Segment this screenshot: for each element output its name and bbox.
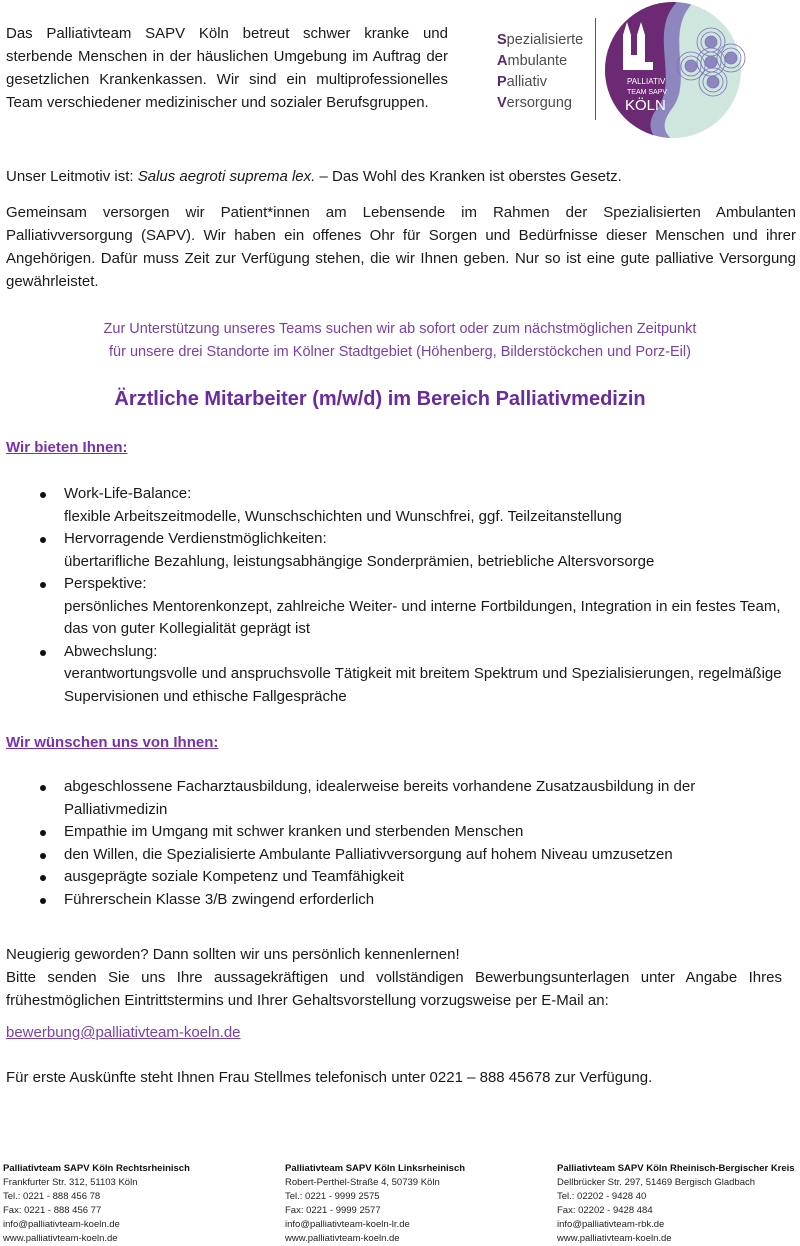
search-announcement: Zur Unterstützung unseres Teams suchen wir ab sofort oder zum nächstmöglichen Zeitpunkt für unsere drei Standorte im Kölner Stadtgebiet (Höhenberg, Bilderstöckchen und Porz-Eil) [103,321,697,360]
footer-location-rbk: Palliativteam SAPV Köln Rheinisch-Bergischer Kreis Dellbrücker Str. 297, 51469 Bergisch Gladbach Tel.: 02202 - 9428 40 Fax: 02202 - 9428 484 info@palliativteam-rbk.de www.palliativteam-koeln.de [557,1163,795,1244]
list-item: Work-Life-Balance: flexible Arbeitszeitmodelle, Wunschschichten und Wunschfrei, ggf. Teilzeitanstellung [6,483,786,528]
footer-email[interactable]: info@palliativteam-rbk.de [557,1219,665,1230]
footer-email[interactable]: info@palliativteam-koeln-lr.de [285,1219,410,1230]
mission-paragraph: Gemeinsam versorgen wir Patient*innen am Lebensende im Rahmen der Spezialisierten Ambulanten Palliativversorgung (SAPV). Wir haben ein offenes Ohr für Sorgen und Bedürfnisse dieser Menschen und ihrer Angehörigen. Dafür muss Zeit zur Verfügung stehen, die wir Ihnen geben. Nur so ist eine gute palliative Versorgung gewährleistet. [6,204,796,290]
bullet-icon [40,582,46,588]
job-title: Ärztliche Mitarbeiter (m/w/d) im Bereich Palliativmedizin [114,388,646,410]
logo-word: Versorgung [497,95,572,111]
logo-badge [601,0,751,145]
motto-latin: Salus aegroti suprema lex. [137,168,316,185]
intro-paragraph: Das Palliativteam SAPV Köln betreut schwer kranke und sterbende Menschen in der häuslichen Umgebung im Auftrag der gesetzlichen Krankenkassen. Wir sind ein multiprofessionelles Team verschiedener medizinischer und sozialer Berufsgruppen. [6,25,448,111]
offers-heading: Wir bieten Ihnen: [6,439,128,456]
motto: Unser Leitmotiv ist: Salus aegroti suprema lex. – Das Wohl des Kranken ist oberstes Gesetz. [6,168,622,185]
logo-wordmark [497,30,583,114]
footer-website[interactable]: www.palliativteam-koeln.de [557,1233,672,1244]
footer-location-linksrheinisch: Palliativteam SAPV Köln Linksrheinisch Robert-Perthel-Straße 4, 50739 Köln Tel.: 0221 - 9999 2575 Fax: 0221 - 9999 2577 info@palliativteam-koeln-lr.de www.palliativteam-koeln.de [285,1163,466,1244]
bullet-icon [40,853,46,859]
badge-line1: PALLIATIV [627,77,666,86]
list-item: ausgeprägte soziale Kompetenz und Teamfähigkeit [6,866,786,889]
logo-word: Ambulante [497,53,568,69]
bullet-icon [40,785,46,791]
logo-divider [595,18,596,120]
bullet-icon [40,537,46,543]
list-item: den Willen, die Spezialisierte Ambulante Palliativversorgung auf hohem Niveau umzusetzen [6,844,786,867]
bullet-icon [40,492,46,498]
footer-location-rechtsrheinisch: Palliativteam SAPV Köln Rechtsrheinisch Frankfurter Str. 312, 51103 Köln Tel.: 0221 - 888 456 78 Fax: 0221 - 888 456 77 info@palliativteam-koeln.de www.palliativteam-koeln.de [3,1163,190,1244]
wishes-list [6,776,786,911]
contact-info: Für erste Auskünfte steht Ihnen Frau Stellmes telefonisch unter 0221 – 888 45678 zur Verfügung. [6,1069,653,1086]
offers-list [6,483,786,708]
badge-line2: TEAM SAPV [627,89,668,96]
bullet-icon [40,650,46,656]
footer-email[interactable]: info@palliativteam-koeln.de [3,1219,120,1230]
application-email-link[interactable]: bewerbung@palliativteam-koeln.de [6,1024,241,1041]
bullet-icon [40,898,46,904]
badge-line3: KÖLN [625,97,666,114]
list-item: Führerschein Klasse 3/B zwingend erforderlich [6,889,786,912]
bullet-icon [40,875,46,881]
list-item: Abwechslung: verantwortungsvolle und anspruchsvolle Tätigkeit mit breitem Spektrum und Spezialisierungen, regelmäßige Supervisionen und ethische Fallgespräche [6,641,786,709]
wishes-heading: Wir wünschen uns von Ihnen: [6,734,219,751]
logo-word: Spezialisierte [497,32,584,48]
list-item: abgeschlossene Facharztausbildung, idealerweise bereits vorhandene Zusatzausbildung in der Palliativmedizin [6,776,786,821]
logo-word: Palliativ [497,74,547,90]
footer-website[interactable]: www.palliativteam-koeln.de [3,1233,118,1244]
list-item: Hervorragende Verdienstmöglichkeiten: übertarifliche Bezahlung, leistungsabhängige Sonderprämien, betriebliche Altersvorsorge [6,528,786,573]
list-item: Empathie im Umgang mit schwer kranken und sterbenden Menschen [6,821,786,844]
bullet-icon [40,830,46,836]
footer-website[interactable]: www.palliativteam-koeln.de [285,1233,400,1244]
closing-paragraph: Neugierig geworden? Dann sollten wir uns persönlich kennenlernen! Bitte senden Sie uns Ihre aussagekräftigen und vollständigen Bewerbungsunterlagen unter Angabe Ihres frühestmöglichen Eintrittstermins und Ihrer Gehaltsvorstellung vorzugsweise per E-Mail an: [6,946,782,1009]
list-item: Perspektive: persönliches Mentorenkonzept, zahlreiche Weiter- und interne Fortbildungen, Integration in ein festes Team, das von guter Kollegialität geprägt ist [6,573,786,641]
